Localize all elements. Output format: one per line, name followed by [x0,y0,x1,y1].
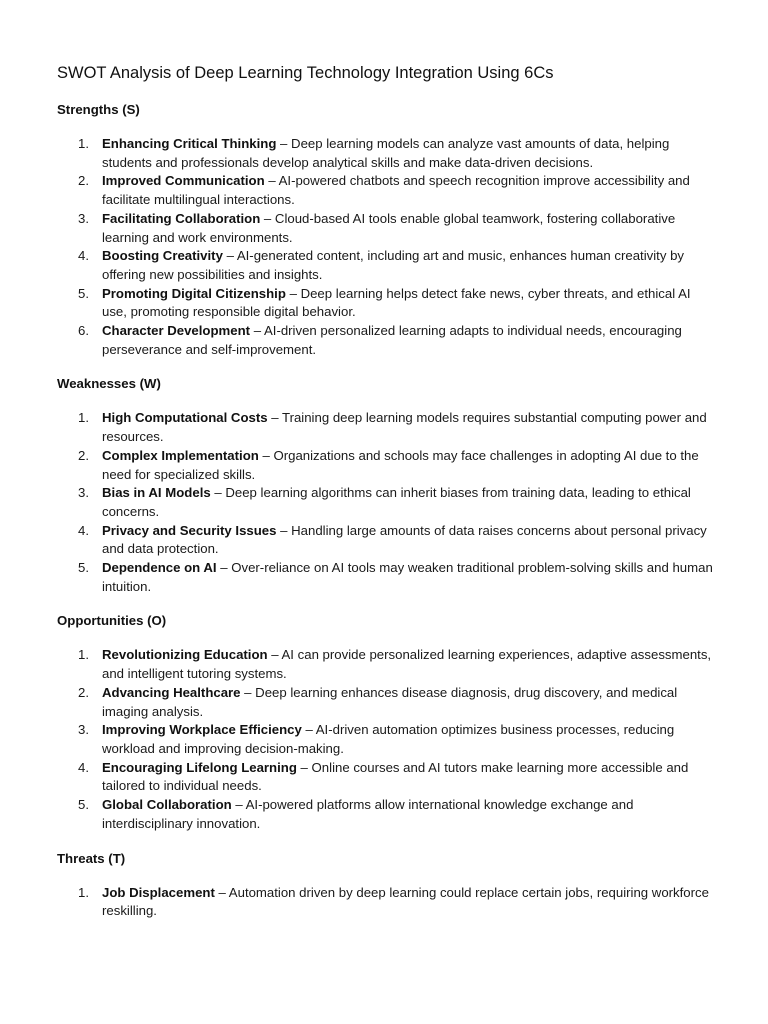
item-term: Promoting Digital Citizenship [102,285,286,301]
list-item [57,559,717,596]
list-item [57,210,717,247]
strengths-section [57,101,717,359]
item-text: – AI-powered chatbots and speech recognition improve accessibility and facilitate multilingual interactions. [102,173,690,208]
list-item [57,135,717,172]
item-term: Character Development [102,323,251,339]
item-number: 6. [78,323,89,339]
item-text: – Over-reliance on AI tools may weaken traditional problem-solving skills and human intuition. [102,560,713,594]
item-number: 2. [78,684,89,700]
item-term: Encouraging Lifelong Learning [102,759,297,775]
list-item [57,796,717,833]
item-term: Complex Implementation [102,447,259,463]
item-text: – Automation driven by deep learning could replace certain jobs, requiring workforce reskilling. [102,884,709,919]
item-number: 1. [78,647,89,663]
item-number: 4. [78,759,89,775]
item-number: 3. [78,485,89,501]
item-term: Bias in AI Models [102,485,211,501]
item-text: – Handling large amounts of data raises concerns about personal privacy and data protection. [102,522,707,557]
item-term: Improved Communication [102,173,265,189]
item-number: 4. [78,522,89,538]
item-term: Revolutionizing Education [102,647,268,663]
list-item [57,484,717,521]
list-item [57,447,717,484]
item-text: – AI can provide personalized learning experiences, adaptive assessments, and intelligent tutoring systems. [102,647,712,682]
item-term: High Computational Costs [102,410,268,426]
list-item [57,322,717,359]
strengths-list [57,135,717,359]
threats-list [57,884,717,921]
item-term: Advancing Healthcare [102,684,241,700]
document-page [57,62,717,937]
item-text: – Deep learning models can analyze vast amounts of data, helping students and professionals develop analytical skills and make data-driven decisions. [102,136,670,170]
item-number: 2. [78,173,89,189]
section-heading: Threats (T) [57,850,126,866]
list-item [57,172,717,209]
item-text: – Deep learning enhances disease diagnosis, drug discovery, and medical imaging analysis. [102,684,678,719]
item-text: – AI-driven automation optimizes business processes, reducing workload and improving decision-making. [102,722,675,756]
list-item [57,684,717,721]
item-term: Job Displacement [102,884,215,900]
weaknesses-list [57,409,717,596]
item-term: Boosting Creativity [102,248,223,264]
item-term: Facilitating Collaboration [102,210,261,226]
section-heading: Weaknesses (W) [57,376,161,392]
item-text: – AI-generated content, including art and music, enhances human creativity by offering new possibilities and insights. [102,248,685,282]
list-item [57,721,717,758]
item-term: Enhancing Critical Thinking [102,136,277,151]
list-item [57,409,717,446]
list-item [57,759,717,796]
opportunities-list [57,646,717,833]
item-text: – Cloud-based AI tools enable global teamwork, fostering collaborative learning and work environments. [102,210,676,245]
item-number: 1. [78,884,89,900]
document-title: SWOT Analysis of Deep Learning Technology Integration Using 6Cs [57,64,554,82]
item-text: – AI-driven personalized learning adapts to individual needs, encouraging perseverance and self-improvement. [102,323,682,357]
weaknesses-section [57,375,717,596]
item-text: – Online courses and AI tutors make learning more accessible and tailored to individual needs. [102,759,689,794]
list-item [57,522,717,559]
item-text: – Deep learning algorithms can inherit biases from training data, leading to ethical concerns. [102,485,691,519]
item-text: – Organizations and schools may face challenges in adopting AI due to the need for specialized skills. [102,447,699,482]
item-number: 3. [78,722,89,738]
item-term: Global Collaboration [102,797,232,813]
item-number: 1. [78,410,89,426]
list-item [57,646,717,683]
item-number: 2. [78,447,89,463]
item-text: – Deep learning helps detect fake news, cyber threats, and ethical AI use, promoting responsible digital behavior. [102,285,691,320]
item-number: 3. [78,210,89,226]
item-text: – AI-powered platforms allow international knowledge exchange and interdisciplinary innovation. [102,797,634,831]
item-number: 1. [78,136,89,151]
item-number: 5. [78,797,89,813]
threats-section [57,850,717,921]
section-heading: Opportunities (O) [57,613,167,629]
item-text: – Training deep learning models requires substantial computing power and resources. [102,410,707,445]
item-term: Dependence on AI [102,560,217,576]
opportunities-section [57,612,717,833]
item-number: 5. [78,560,89,576]
item-number: 4. [78,248,89,264]
item-number: 5. [78,285,89,301]
list-item [57,884,717,921]
section-heading: Strengths (S) [57,102,140,117]
item-term: Privacy and Security Issues [102,522,277,538]
item-term: Improving Workplace Efficiency [102,722,302,738]
list-item [57,247,717,284]
list-item [57,285,717,322]
